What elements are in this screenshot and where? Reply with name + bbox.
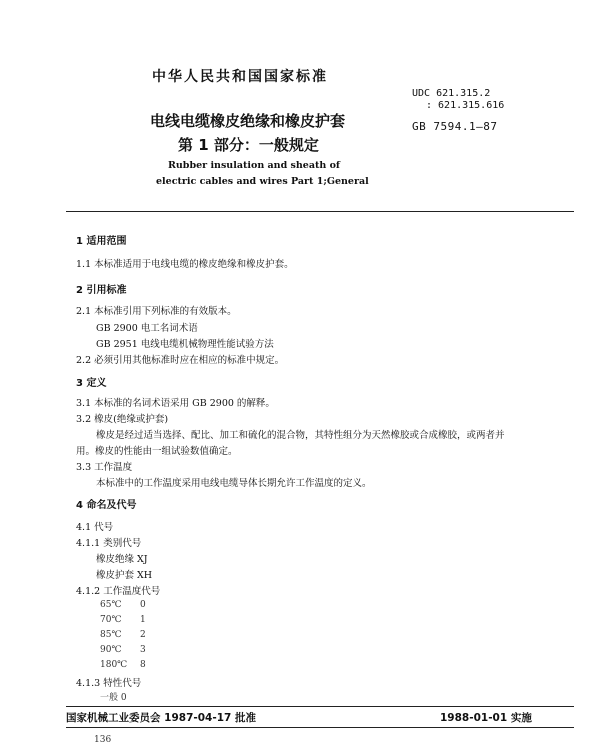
temp-code: 0 bbox=[140, 600, 146, 610]
footer-divider-bottom bbox=[66, 727, 574, 728]
temp-row bbox=[100, 615, 146, 625]
english-title-line1: Rubber insulation and sheath of bbox=[168, 160, 341, 171]
clause-4-1: 4.1 代号 bbox=[76, 522, 114, 533]
standard-category-title: 中华人民共和国国家标准 bbox=[152, 69, 328, 85]
section-2-heading: 2 引用标准 bbox=[76, 285, 127, 296]
udc-code: UDC 621.315.2 bbox=[412, 88, 491, 99]
clause-3-1: 3.1 本标准的名词术语采用 GB 2900 的解释。 bbox=[76, 398, 275, 409]
header-divider bbox=[66, 211, 574, 212]
temp-row bbox=[100, 630, 146, 640]
temp-row bbox=[100, 600, 146, 610]
document-title-line2: 第 1 部分：一般规定 bbox=[178, 136, 319, 154]
approval-date: 国家机械工业委员会 1987-04-17 批准 bbox=[66, 712, 256, 724]
clause-1-1: 1.1 本标准适用于电线电缆的橡皮绝缘和橡皮护套。 bbox=[76, 259, 294, 270]
clause-3-2-body-line1: 橡皮是经过适当选择、配比、加工和硫化的混合物，其特性组分为天然橡胶或合成橡胶，或两者并 bbox=[96, 430, 505, 441]
gb-standard-number: GB 7594.1—87 bbox=[412, 120, 498, 133]
reference-gb2951: GB 2951 电线电缆机械物理性能试验方法 bbox=[96, 339, 274, 350]
temp-code: 2 bbox=[140, 630, 146, 640]
temp-code: 3 bbox=[140, 645, 146, 655]
temp-value: 65℃ bbox=[100, 600, 122, 610]
clause-4-1-3: 4.1.3 特性代号 bbox=[76, 678, 142, 689]
page-number: 136 bbox=[94, 735, 112, 745]
udc-code-secondary: : 621.315.616 bbox=[426, 100, 505, 111]
clause-4-1-2: 4.1.2 工作温度代号 bbox=[76, 586, 161, 597]
clause-3-2-body-line2: 用。橡皮的性能由一组试验数值确定。 bbox=[76, 446, 238, 457]
reference-gb2900: GB 2900 电工名词术语 bbox=[96, 323, 198, 334]
temp-code: 8 bbox=[140, 660, 146, 670]
clause-3-2: 3.2 橡皮(绝缘或护套) bbox=[76, 414, 169, 425]
document-title-line1: 电线电缆橡皮绝缘和橡皮护套 bbox=[150, 112, 346, 130]
section-4-heading: 4 命名及代号 bbox=[76, 500, 137, 511]
clause-2-2: 2.2 必须引用其他标准时应在相应的标准中规定。 bbox=[76, 355, 285, 366]
temp-row bbox=[100, 660, 146, 670]
footer-divider-top bbox=[66, 706, 574, 707]
english-title-line2: electric cables and wires Part 1;General bbox=[156, 176, 369, 187]
temp-code: 1 bbox=[140, 615, 146, 625]
temp-value: 70℃ bbox=[100, 615, 122, 625]
temp-value: 85℃ bbox=[100, 630, 122, 640]
code-rubber-insulation: 橡皮绝缘 XJ bbox=[96, 554, 148, 565]
temp-row bbox=[100, 645, 146, 655]
clause-3-3: 3.3 工作温度 bbox=[76, 462, 133, 473]
temp-value: 90℃ bbox=[100, 645, 122, 655]
effective-date: 1988-01-01 实施 bbox=[440, 712, 532, 724]
clause-3-3-body: 本标准中的工作温度采用电线电缆导体长期允许工作温度的定义。 bbox=[96, 478, 372, 489]
section-1-heading: 1 适用范围 bbox=[76, 236, 127, 247]
clause-4-1-1: 4.1.1 类别代号 bbox=[76, 538, 142, 549]
temp-value: 180℃ bbox=[100, 660, 128, 670]
code-general: 一般 0 bbox=[100, 693, 127, 703]
code-rubber-sheath: 橡皮护套 XH bbox=[96, 570, 153, 581]
section-3-heading: 3 定义 bbox=[76, 378, 107, 389]
clause-2-1: 2.1 本标准引用下列标准的有效版本。 bbox=[76, 306, 237, 317]
